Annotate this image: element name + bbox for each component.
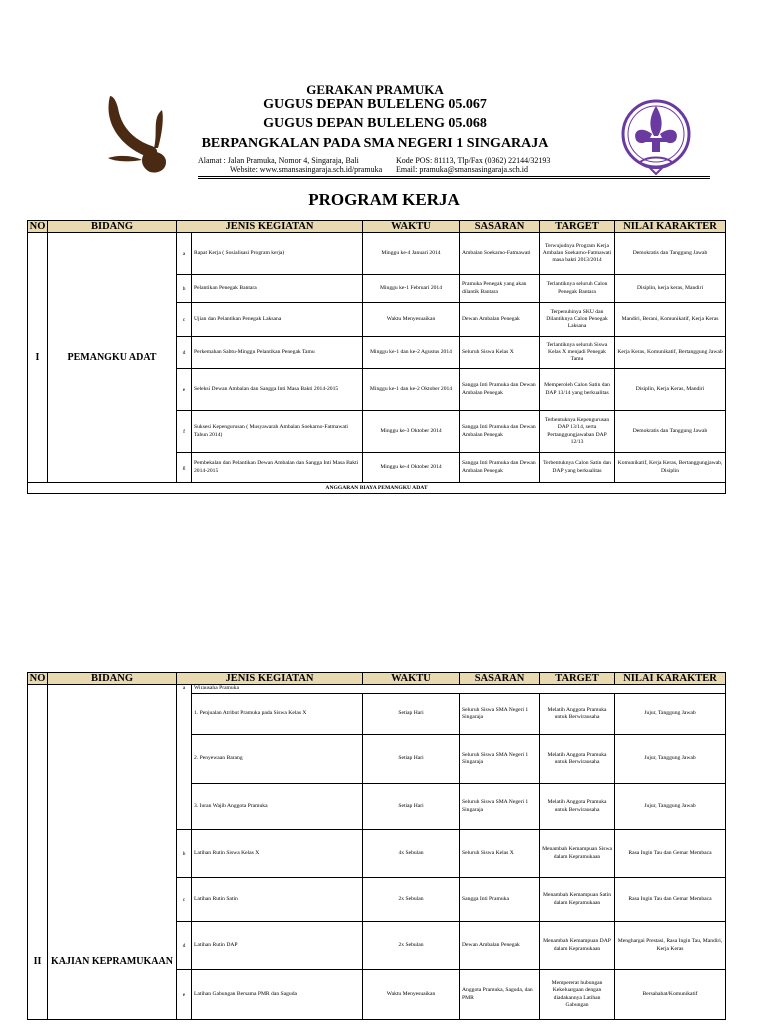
col-sasaran: SASARAN (460, 221, 540, 233)
row-nilai: Rasa Ingin Tau dan Gemar Membaca (615, 878, 726, 922)
row-sasaran: Seluruh Siswa Kelas X (460, 830, 540, 878)
row-target: Melatih Anggota Pramuka untuk Berwirausaha (540, 694, 615, 735)
row-target: Terwujudnya Program Kerja Ambalan Soekarno-Fatmawati masa bakti 2013/2014 (540, 233, 615, 275)
program-table-2 (27, 672, 726, 1020)
row-letter: c (177, 878, 192, 922)
row-kegiatan: 2. Penyewaan Barang (192, 735, 363, 784)
row-nilai: Jujur, Tanggung Jawab (615, 735, 726, 784)
col-jenis-kegiatan: JENIS KEGIATAN (177, 673, 363, 685)
row-sasaran: Pramuka Penegak yang akan dilantik Bantara (460, 275, 540, 303)
row-waktu: 2x Sebulan (363, 878, 460, 922)
col-no: NO (28, 221, 48, 233)
row-letter: c (177, 303, 192, 337)
row-waktu: Setiap Hari (363, 784, 460, 830)
header-line-4: BERPANGKALAN PADA SMA NEGERI 1 SINGARAJA (201, 136, 549, 151)
row-target: Menambah Kemampuan Siswa dalam Kepramukaan (540, 830, 615, 878)
row-nilai: Disiplin, Kerja Keras, Mandiri (615, 369, 726, 411)
row-kegiatan: Latihan Gabungan Bersama PMR dan Saguda (192, 970, 363, 1020)
row-nilai: Bersahabat/Komunikatif (615, 970, 726, 1020)
row-kegiatan: Perkemahan Sabtu-Minggu Pelantikan Penegak Tamu (192, 337, 363, 369)
col-no: NO (28, 673, 48, 685)
row-target: Mempererat hubungan Kekeluargaan dengan diadakannya Latihan Gabungan (540, 970, 615, 1020)
col-waktu: WAKTU (363, 673, 460, 685)
email-text: Email: pramuka@smansasingaraja.sch.id (396, 165, 528, 174)
row-sasaran: Anggota Pramuka, Saguda, dan PMR (460, 970, 540, 1020)
address-text: Alamat : Jalan Pramuka, Nomor 4, Singaraja, Bali (198, 156, 359, 165)
row-target: Melatih Anggota Pramuka untuk Berwirausaha (540, 735, 615, 784)
header-line-3: GUGUS DEPAN BULELENG 05.068 (263, 116, 487, 131)
row-letter: b (177, 830, 192, 878)
header-rule-thin (198, 178, 710, 179)
row-sasaran: Seluruh Siswa SMA Negeri 1 Singaraja (460, 735, 540, 784)
col-waktu: WAKTU (363, 221, 460, 233)
row-target: Melatih Anggota Pramuka untuk Berwirausaha (540, 784, 615, 830)
address-right-block (396, 156, 550, 174)
row-kegiatan: Latihan Rutin Siswa Kelas X (192, 830, 363, 878)
row-kegiatan: 1. Penjualan Atribut Pramuka pada Siswa Kelas X (192, 694, 363, 735)
row-nilai: Jujur, Tanggung Jawab (615, 784, 726, 830)
row-letter: b (177, 275, 192, 303)
row-waktu: 2x Sebulan (363, 922, 460, 970)
budget-label: ANGGARAN BIAYA PEMANGKU ADAT (28, 483, 726, 494)
scout-fleur-de-lis-emblem-icon (618, 96, 694, 178)
col-target: TARGET (540, 221, 615, 233)
row-nilai: Kerja Keras, Komunikatif, Bertanggung Jawab (615, 337, 726, 369)
row-nilai: Mandiri, Berani, Komunikatif, Kerja Keras (615, 303, 726, 337)
program-table-1 (27, 220, 726, 494)
row-target: Terpenuhinya SKU dan Dilantiknya Calon Penegak Laksana (540, 303, 615, 337)
row-sasaran: Sangga Inti Pramuka dan Dewan Ambalan Penegak (460, 453, 540, 483)
row-letter: a (177, 233, 192, 275)
row-kegiatan: Seleksi Dewan Ambalan dan Sangga Inti Masa Bakti 2014-2015 (192, 369, 363, 411)
row-sasaran: Dewan Ambalan Penegak (460, 922, 540, 970)
row-waktu: Minggu ke-1 Februari 2014 (363, 275, 460, 303)
row-kegiatan: Suksesi Kepengurusan ( Musyawarah Ambalan Soekarno-Fatmawati Tahun 2014) (192, 411, 363, 453)
row-sasaran: Seluruh Siswa SMA Negeri 1 Singaraja (460, 784, 540, 830)
row-kegiatan: Ujian dan Pelantikan Penegak Laksana (192, 303, 363, 337)
website-text: Website: www.smansasingaraja.sch.id/pramuka (230, 165, 383, 174)
col-bidang: BIDANG (48, 221, 177, 233)
col-nilai-karakter: NILAI KARAKTER (615, 221, 726, 233)
section-bidang: PEMANGKU ADAT (48, 233, 177, 483)
row-nilai: Jujur, Tanggung Jawab (615, 694, 726, 735)
row-waktu: 4x Sebulan (363, 830, 460, 878)
row-kegiatan: Latihan Rutin DAP (192, 922, 363, 970)
row-kegiatan: Rapat Kerja ( Sosialisasi Program kerja) (192, 233, 363, 275)
row-sasaran: Sangga Inti Pramuka (460, 878, 540, 922)
table-row (28, 233, 726, 275)
row-waktu: Setiap Hari (363, 735, 460, 784)
col-sasaran: SASARAN (460, 673, 540, 685)
row-sasaran: Seluruh Siswa Kelas X (460, 337, 540, 369)
row-sasaran: Sangga Inti Pramuka dan Dewan Ambalan Penegak (460, 411, 540, 453)
address-left-block (198, 156, 382, 174)
row-waktu: Minggu ke-1 dan ke-2 Agustus 2014 (363, 337, 460, 369)
col-jenis-kegiatan: JENIS KEGIATAN (177, 221, 363, 233)
section-number: I (28, 233, 48, 483)
section-number: II (28, 685, 48, 1020)
table-row (28, 685, 726, 694)
row-target: Memperoleh Calon Satin dan DAP 13/14 yang berkualitas (540, 369, 615, 411)
group-title: Wirausaha Pramuka (192, 685, 726, 694)
header-line-2: GUGUS DEPAN BULELENG 05.067 (263, 97, 487, 112)
row-target: Terlantiknya seluruh Siswa Kelas X menjadi Penegak Tamu (540, 337, 615, 369)
row-kegiatan: Pembekalan dan Pelantikan Dewan Ambalan dan Sangga Inti Masa Bakti 2014-2015 (192, 453, 363, 483)
row-waktu: Minggu ke-3 Oktober 2014 (363, 411, 460, 453)
col-nilai-karakter: NILAI KARAKTER (615, 673, 726, 685)
row-target: Terbentuknya Calon Satin dan DAP yang berkualitas (540, 453, 615, 483)
table-header-row (28, 221, 726, 233)
row-target: Terlantiknya seluruh Calon Penegak Bantara (540, 275, 615, 303)
row-letter: d (177, 922, 192, 970)
row-sasaran: Ambalan Soekarno-Fatmawati (460, 233, 540, 275)
row-kegiatan: Latihan Rutin Satin (192, 878, 363, 922)
row-nilai: Komunikatif, Kerja Keras, Bertanggungjawab, Disiplin (615, 453, 726, 483)
section-bidang: KAJIAN KEPRAMUKAAN (48, 685, 177, 1020)
row-waktu: Minggu ke-1 dan ke-2 Oktober 2014 (363, 369, 460, 411)
row-waktu: Setiap Hari (363, 694, 460, 735)
row-nilai: Demokratis dan Tanggung Jawab (615, 411, 726, 453)
row-kegiatan: 3. Iuran Wajib Anggota Pramuka (192, 784, 363, 830)
row-nilai: Rasa Ingin Tau dan Gemar Membaca (615, 830, 726, 878)
row-waktu: Waktu Menyesuaikan (363, 303, 460, 337)
row-letter: d (177, 337, 192, 369)
row-nilai: Menghargai Prestasi, Rasa Ingin Tau, Mandiri, Kerja Keras (615, 922, 726, 970)
row-waktu: Minggu ke-4 Januari 2014 (363, 233, 460, 275)
row-waktu: Waktu Menyesuaikan (363, 970, 460, 1020)
budget-row (28, 483, 726, 494)
row-nilai: Demokratis dan Tanggung Jawab (615, 233, 726, 275)
col-target: TARGET (540, 673, 615, 685)
row-sasaran: Sangga Inti Pramuka dan Dewan Ambalan Penegak (460, 369, 540, 411)
row-kegiatan: Pelantikan Penegak Bantara (192, 275, 363, 303)
header-line-1: GERAKAN PRAMUKA (306, 82, 444, 97)
row-letter: e (177, 369, 192, 411)
table-header-row (28, 673, 726, 685)
row-target: Menambah Kemampuan DAP dalam Kepramukaan (540, 922, 615, 970)
row-sasaran: Dewan Ambalan Penegak (460, 303, 540, 337)
document-title: PROGRAM KERJA (308, 190, 460, 209)
postal-phone-text: Kode POS: 81113, Tlp/Fax (0362) 22144/32193 (396, 156, 551, 165)
row-target: Menambah Kemampuan Satin dalam Kepramukaan (540, 878, 615, 922)
row-target: Terbentuknya Kepengurusan DAP 13/14, serta Pertanggungjawaban DAP 12/13 (540, 411, 615, 453)
row-letter: a (177, 685, 192, 830)
letterhead (0, 0, 768, 185)
row-letter: f (177, 411, 192, 453)
row-sasaran: Seluruh Siswa SMA Negeri 1 Singaraja (460, 694, 540, 735)
row-nilai: Disiplin, kerja keras, Mandiri (615, 275, 726, 303)
row-letter: g (177, 453, 192, 483)
row-letter: e (177, 970, 192, 1020)
col-bidang: BIDANG (48, 673, 177, 685)
row-waktu: Minggu ke-4 Oktober 2014 (363, 453, 460, 483)
